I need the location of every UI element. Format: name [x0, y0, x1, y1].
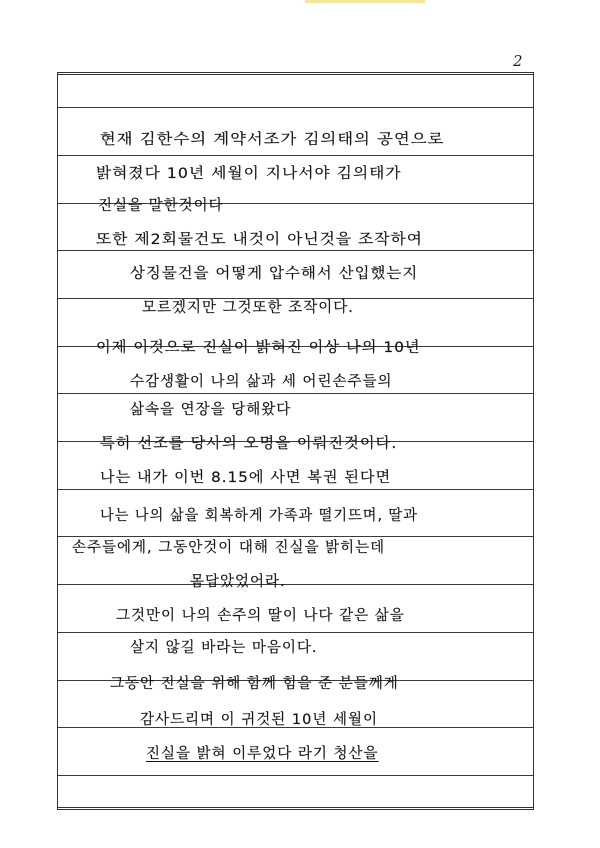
handwritten-line: 진실을 말한것이다 [98, 198, 224, 214]
ruled-line [58, 250, 533, 251]
ruled-line [58, 584, 533, 585]
handwritten-line: 그것만이 나의 손주의 딸이 나다 같은 삶을 [116, 608, 405, 624]
handwritten-line: 상징물건을 어떻게 압수해서 산입했는지 [130, 266, 419, 282]
bottom-double-rule [58, 807, 533, 810]
handwritten-line: 삶속을 연장을 당해왔다 [130, 402, 292, 418]
handwritten-line: 감사드리며 이 귀것된 10년 세월이 [140, 712, 378, 728]
handwritten-line: 특히 선조를 당사의 오명을 이뤄진것이다. [100, 436, 398, 452]
handwritten-line: 진실을 밝혀 이루었다 라기 청산을 [146, 746, 379, 762]
handwritten-line: 그동안 진실을 위해 함께 힘을 준 분들께게 [110, 676, 399, 692]
ruled-line [58, 632, 533, 633]
handwritten-line: 손주들에게, 그동안것이 대해 진실을 밝히는데 [72, 540, 386, 556]
ruled-line [58, 489, 533, 490]
ruled-line [58, 775, 533, 776]
top-edge-mark [305, 0, 425, 3]
handwritten-line: 나는 내가 이번 8.15에 사면 복권 된다면 [100, 470, 392, 486]
ruled-line [58, 393, 533, 394]
handwritten-line: 몸담았었어라. [190, 574, 286, 590]
handwritten-line: 현재 김한수의 계약서조가 김의태의 공연으로 [100, 132, 445, 148]
handwritten-line: 살지 않길 바라는 마음이다. [130, 640, 318, 656]
ruled-line [58, 155, 533, 156]
ruled-line [58, 107, 533, 108]
handwritten-line: 또한 제2회물건도 내것이 아닌것을 조작하여 [96, 232, 424, 248]
page-number: 2 [513, 52, 523, 70]
top-double-rule [58, 72, 533, 75]
handwritten-line: 모르겠지만 그것또한 조작이다. [142, 300, 354, 316]
handwritten-line: 나는 나의 삶을 회복하게 가족과 떨기뜨며, 딸과 [100, 508, 418, 524]
handwritten-line: 밝혀졌다 10년 세월이 지나서야 김의태가 [96, 166, 402, 182]
handwritten-line: 이제 이것으로 진실이 밝혀진 이상 나의 10년 [96, 340, 421, 356]
handwritten-line: 수감생활이 나의 삶과 세 어린손주들의 [130, 374, 393, 390]
